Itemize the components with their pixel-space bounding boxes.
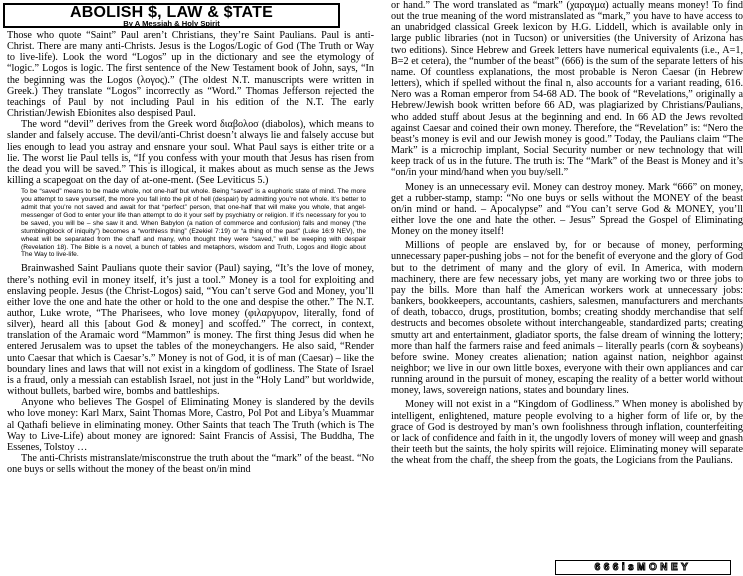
right-column-body <box>385 0 743 466</box>
money-banner: 666isMONEY <box>555 560 731 575</box>
right-paragraph-2: Money is an unnecessary evil. Money can destroy money. Mark “666” on money, get a rubber-stamp, stamp: “No one buys or sells without the MONEY of the beast on/in mind or hand. – Apocalypse” and “You can’t serve God & MONEY, you’ll either love the one and hate the other. – Jesus” Spread the Gospel of Eliminating Money on the money itself! <box>391 181 743 238</box>
right-column <box>385 0 743 576</box>
right-paragraph-3: Millions of people are enslaved by, for or because of money, performing unnecessary paper-pushing jobs – not for the benefit of everyone and the glory of God but to the detriment of many and the glory of evil. In America, with modern machinery, there are few necessary jobs, yet many are working two or three jobs to pay the bills. More than half the American workers work at unnecessary jobs: bankers, bookkeepers, accountants, cashiers, salesmen, manufacturers and merchants of death, tobacco, drugs, prostitution, bombs; creating shoddy merchandise that self destructs and becomes obsolete without interchangeable, standardized parts; creating smutty art and entertainment, gladiator sports, the false dream of winning the lottery; more than half the farmers raise and feed animals – literally pearls (corn & soybeans) before swine. Money creates alienation; nation against nation, neighbor against neighbor; we live in our own little boxes, everyone with their own appliances and car running around in the pursuit of money, escaping the reality of a better world without money, laws, sovereign nations, states and boundary lines. <box>391 240 743 397</box>
byline: By A Messiah & Holy Spirit <box>123 19 220 28</box>
left-paragraph-5: The anti-Christs mistranslate/misconstrue the truth about the “mark” of the beast. “No one buys or sells without the money of the beast on/in mind <box>7 453 374 476</box>
right-paragraph-1: or hand.” The word translated as “mark” (χαραγμα) actually means money! To find out the true meaning of the word mistranslated as “mark,” you have to have access to an unabridged classical Greek lexicon by H.G. Liddell, which is available only in large public libraries (not in Tucson) or universities (the University of Arizona has two editions). Since Hebrew and Greek letters have numerical equivalents (i.e., A=1, B=2 et cetera), the “number of the beast” (666) is the sum of the separate letters of his name. Of countless explanations, the most probable is Neron Caesar (in Hebrew letters), which if spelled without the final n, also accounts for a variant reading, 616. Nero was a Roman emperor from 54-68 AD. The book of “Revelations,” originally a Hebrew/Jewish book written before 66 AD, was plagiarized by Christians/Paulians, who added stuff about Jesus at the beginning and end. In 66 AD the Jews revolted against Caesar and coined their own money. Therefore, the “Revelation” is: “Nero the beast’s money is evil and our Jewish money is good.” Today, the Paulians claim “The Mark” is a microchip implant, Social Security number or new technology that will keep track of us in the future. The truth is: The “Mark” of the Beast is Money and it’s “on/in your mind/hand when you buy/sell.” <box>391 0 743 179</box>
left-paragraph-1: Those who quote “Saint” Paul aren’t Christians, they’re Saint Paulians. Paul is anti-Christ. There are many anti-Christs. Jesus is the Logos/Logic of God (The Truth or Way to live-life). Look the word “Logos” up in the dictionary and see the etymology of “logic.” Logos is logic. The first sentence of the New Testament book of John, says, “In the beginning was the Logos (λογος).” (The oldest N.T. manuscripts were written in Greek.) They translate “Logos” incorrectly as “Word.” Thomas Jefferson rejected the teachings of Paul by not including Paul in his edition of the N.T. The early Christian/Jewish Ebionites also despised Paul. <box>7 30 374 120</box>
title-box <box>3 3 340 28</box>
left-paragraph-2: The word “devil” derives from the Greek word διαβολοσ (diabolos), which means to slander and falsely accuse. The devil/anti-Christ doesn’t always lie and falsely accuse but lies enough to lead you astray and ensnare your soul. What Paul says is either trite or a lie. The worst lie Paul tells is, “If you confess with your mouth that Jesus has risen from the dead you will be saved.” This is illogical, it makes about as much sense as the Jews killing a scapegoat on the day of at-one-ment. (See Leviticus 5.) <box>7 119 374 187</box>
left-paragraph-4: Anyone who believes The Gospel of Eliminating Money is slandered by the devils who love money: Karl Marx, Saint Thomas More, Castro, Pol Pot and Libya’s Muammar al Qathafi believe in eliminating money. Other Saints that teach The Truth (which is The Way to Live-Life) about money are ignored: Saint Francis of Assisi, The Buddha, The Essenes, Tolstoy … <box>7 397 374 453</box>
saved-footnote: To be “saved” means to be made whole, not one-half but whole. Being “saved” is a euphoric state of mind. The more you attempt to save yourself, the more you fall into the pit of hell (despair) by admitting you’re not whole. It’s better to admit that you’re not saved and await for that “perfect” person, that one-half that will make you whole, that angel-messenger of God to enter your life than attempt to do it your self by psychiatry or religion. If it’s necessary for you to be saved, you will be – she saw it and. When Babylon (a nation of commerce and confusion) falls and money (“the stumblingblock of iniquity”) becomes a “worthless thing” (Ezekiel 7:19) or “a thing of the past” (Luke 16:9 NEV), the wheat will be separated from the chaff and many, who thought they were “saved,” will be weeping with despair (Revelation 18). The Bible is a novel, a bunch of tables and metaphors, wisdom and Truth, Logos and illogic about The Way to live-life. <box>21 188 366 259</box>
left-paragraph-3: Brainwashed Saint Paulians quote their savior (Paul) saying, “It’s the love of money, there’s nothing evil in money itself, it’s just a tool.” Money is a tool for exploiting and enslaving people. Jesus (the Christ-Logos) said, “You can’t serve God and Money, you’ll either love the one and hate the other or hold to the one and despise the other.” The N.T. author, Luke wrote, “The Pharisees, who love money (φιλαργυρον, literally, fond of silver), heard all this [about God & money] and scoffed.” The correct, in context, translation of the Aramaic word “Mammon” is money. The first thing Jesus did when he entered Jerusalem was to upset the tables of the moneychangers. He also said, “Render unto Caesar that which is Caesar’s.” Money is not of God, it is of man (Caesar) – like the boundary lines and laws that will not exist in a kingdom of godliness. The State of Israel is a fraud, only a messiah can establish Israel, not just in the “Holy Land” but worldwide, without bullets, barbed wire, bombs and battleships. <box>7 263 374 398</box>
left-column-body <box>0 30 374 475</box>
right-paragraph-4: Money will not exist in a “Kingdom of Godliness.” When money is abolished by intelligent, enlightened, mature people evolving to a higher form of life or, by the grace of God is destroyed by man’s own foolishness through inflation, counterfeiting or lack of confidence and faith in it, the ungodly lovers of money will weep and gnash their teeth but the saints, the holy spirits will rejoice. Eliminating money will separate the wheat from the chaff, the sheep from the goats, the Logicians from the Paulians. <box>391 399 743 467</box>
article-title: ABOLISH $, LAW & $TATE <box>70 4 273 21</box>
